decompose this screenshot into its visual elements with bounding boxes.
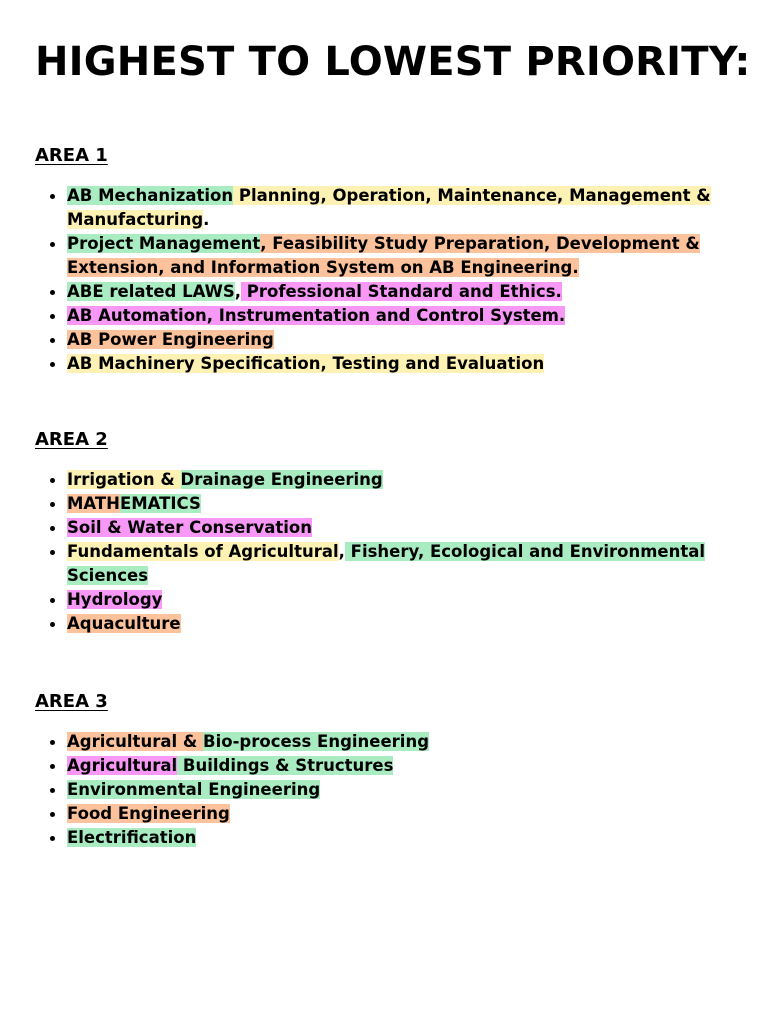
area-3-title: AREA 3 — [35, 691, 108, 712]
highlighted-text: Hydrology — [67, 590, 163, 609]
list-item — [67, 184, 717, 232]
highlighted-text: ABE related LAWS — [67, 282, 235, 301]
list-item — [67, 588, 717, 612]
highlighted-text: Buildings & Structures — [177, 756, 394, 775]
highlighted-text: AB Automation, Instrumentation and Control System. — [67, 306, 566, 325]
highlighted-text: Fishery, Ecological and Environmental Sciences — [67, 542, 706, 585]
list-item — [67, 730, 717, 754]
highlighted-text: Fundamentals of Agricultural — [67, 542, 339, 561]
highlighted-text: Environmental Engineering — [67, 780, 321, 799]
area-1-title: AREA 1 — [35, 145, 108, 166]
list-item — [67, 304, 717, 328]
list-item — [67, 540, 717, 588]
highlighted-text: AB Power Engineering — [67, 330, 274, 349]
list-item — [67, 280, 717, 304]
highlighted-text: MATH — [67, 494, 120, 513]
page-title: HIGHEST TO LOWEST PRIORITY: — [35, 39, 751, 85]
highlighted-text: Agricultural — [67, 756, 178, 775]
area-3-list — [35, 730, 717, 850]
list-item — [67, 802, 717, 826]
highlighted-text: Irrigation & — [67, 470, 181, 489]
list-item — [67, 826, 717, 850]
highlighted-text: AB Machinery Specification, Testing and Evaluation — [67, 354, 545, 373]
highlighted-text: Project Management — [67, 234, 261, 253]
highlighted-text: Food Engineering — [67, 804, 230, 823]
highlighted-text: , — [338, 542, 345, 561]
highlighted-text: Professional Standard and Ethics. — [241, 282, 562, 301]
highlighted-text: AB Mechanization — [67, 186, 234, 205]
list-item — [67, 754, 717, 778]
highlighted-text: , Feasibility Study Preparation, Development & Extension, and Information System on AB Engineering. — [67, 234, 700, 277]
list-item — [67, 612, 717, 636]
list-item — [67, 492, 717, 516]
list-item — [67, 516, 717, 540]
list-item — [67, 232, 717, 280]
highlighted-text: Agricultural & — [67, 732, 203, 751]
list-item — [67, 328, 717, 352]
highlighted-text: Drainage Engineering — [180, 470, 383, 489]
highlighted-text: Bio-process Engineering — [203, 732, 430, 751]
list-item — [67, 778, 717, 802]
highlighted-text: , — [234, 282, 242, 301]
highlighted-text: Aquaculture — [67, 614, 181, 633]
highlighted-text: . — [203, 210, 210, 229]
list-item — [67, 352, 717, 376]
list-item — [67, 468, 717, 492]
highlighted-text: Soil & Water Conservation — [67, 518, 312, 537]
area-2-title: AREA 2 — [35, 429, 108, 450]
area-2-list — [35, 468, 717, 636]
highlighted-text: EMATICS — [119, 494, 201, 513]
highlighted-text: Electrification — [67, 828, 197, 847]
highlighted-text: Planning, Operation, Maintenance, Management & Manufacturing — [67, 186, 711, 229]
area-1-list — [35, 184, 717, 376]
